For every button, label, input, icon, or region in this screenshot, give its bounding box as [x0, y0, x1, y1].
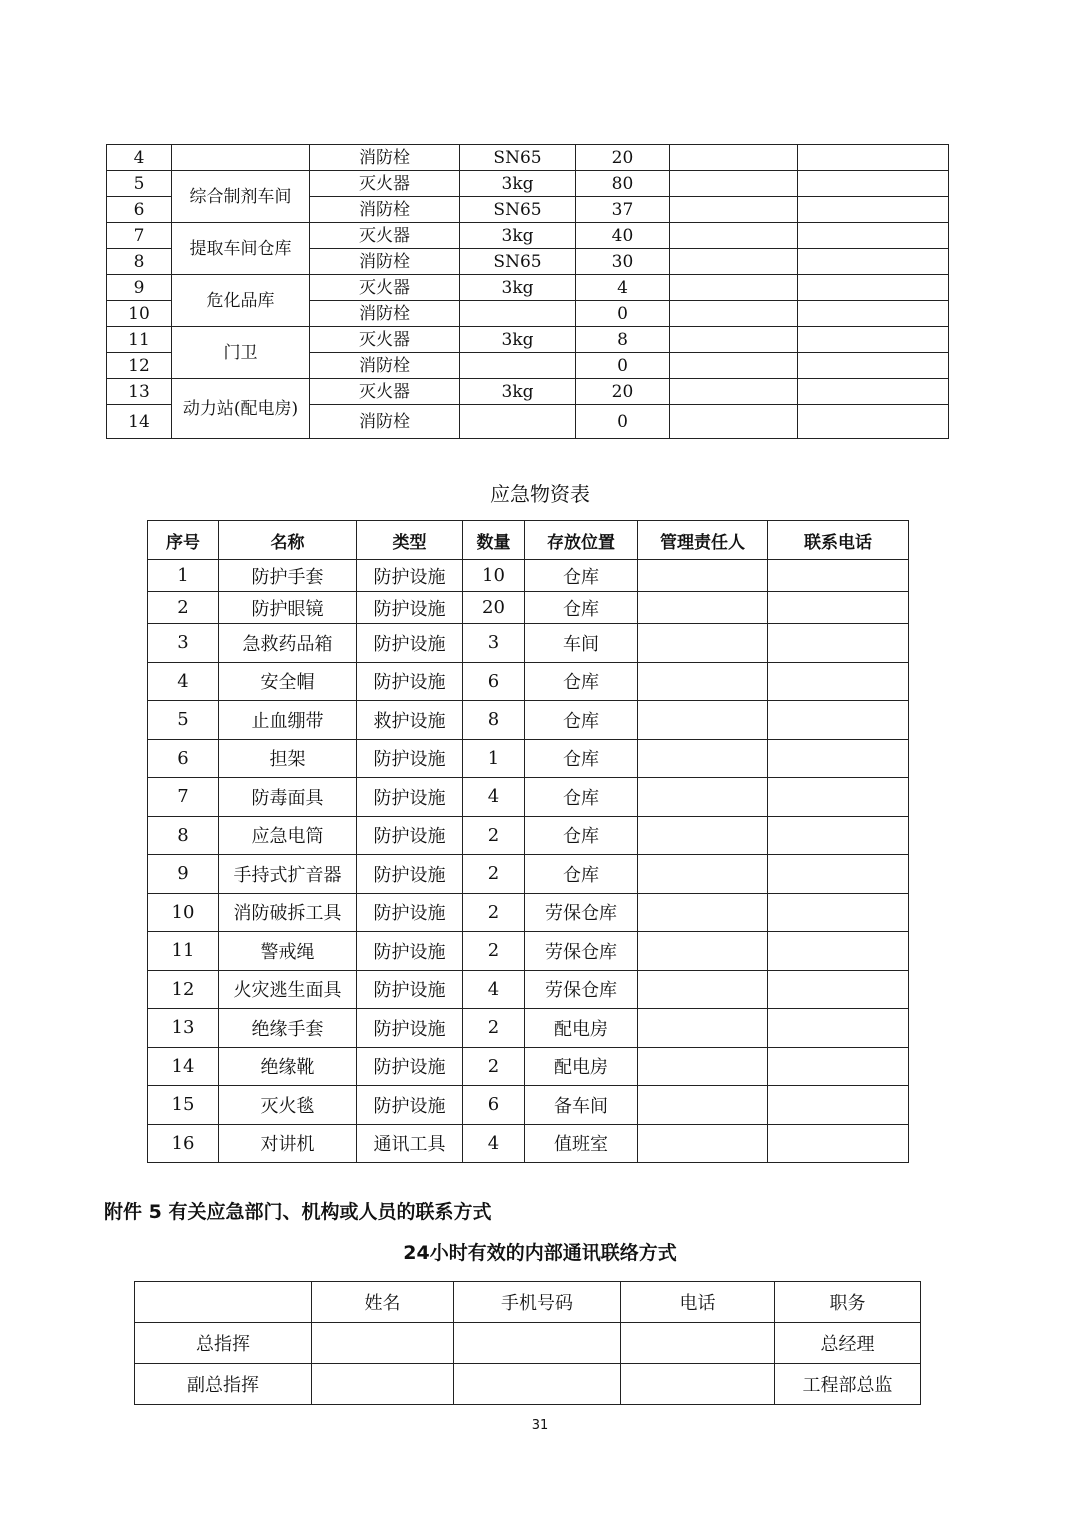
storage-location: 劳保仓库: [525, 932, 638, 971]
manager: [638, 701, 768, 740]
item-name: 火灾逃生面具: [219, 970, 357, 1009]
row-number: 3: [148, 624, 219, 663]
storage-location: 仓库: [525, 592, 638, 624]
row-number: 13: [107, 379, 172, 405]
row-number: 11: [107, 327, 172, 353]
storage-location: 配电房: [525, 1009, 638, 1048]
row-number: 6: [148, 739, 219, 778]
item-cell: 消防栓: [310, 353, 460, 379]
item-name: 灭火毯: [219, 1086, 357, 1125]
empty-cell: [798, 379, 949, 405]
manager: [638, 1124, 768, 1163]
supplies-row: [148, 624, 909, 663]
quantity-cell: 37: [576, 197, 670, 223]
phone: [621, 1364, 775, 1405]
row-number: 8: [148, 816, 219, 855]
spec-cell: SN65: [460, 249, 576, 275]
quantity: 4: [463, 970, 525, 1009]
manager: [638, 739, 768, 778]
item-type: 防护设施: [357, 560, 463, 592]
item-name: 止血绷带: [219, 701, 357, 740]
storage-location: 值班室: [525, 1124, 638, 1163]
contact-phone: [768, 893, 909, 932]
row-number: 2: [148, 592, 219, 624]
spec-cell: 3kg: [460, 379, 576, 405]
empty-cell: [670, 405, 798, 439]
empty-cell: [798, 353, 949, 379]
manager: [638, 1009, 768, 1048]
position: 总经理: [775, 1323, 921, 1364]
empty-cell: [670, 145, 798, 171]
item-type: 救护设施: [357, 701, 463, 740]
item-type: 通讯工具: [357, 1124, 463, 1163]
contact-table: [134, 1281, 921, 1405]
contact-row: [135, 1323, 921, 1364]
row-number: 1: [148, 560, 219, 592]
spec-cell: SN65: [460, 145, 576, 171]
equipment-row: [107, 223, 949, 249]
quantity-cell: 0: [576, 353, 670, 379]
empty-cell: [798, 301, 949, 327]
mobile: [454, 1364, 621, 1405]
row-number: 7: [148, 778, 219, 817]
empty-cell: [670, 249, 798, 275]
storage-location: 仓库: [525, 701, 638, 740]
empty-cell: [670, 379, 798, 405]
row-number: 16: [148, 1124, 219, 1163]
item-name: 应急电筒: [219, 816, 357, 855]
contact-phone: [768, 932, 909, 971]
storage-location: 仓库: [525, 855, 638, 894]
supplies-row: [148, 1009, 909, 1048]
empty-cell: [798, 405, 949, 439]
quantity: 4: [463, 778, 525, 817]
item-type: 防护设施: [357, 816, 463, 855]
supplies-row: [148, 970, 909, 1009]
item-cell: 消防栓: [310, 145, 460, 171]
column-header: 手机号码: [454, 1282, 621, 1323]
quantity-cell: 8: [576, 327, 670, 353]
location-cell: [172, 145, 310, 171]
mobile: [454, 1323, 621, 1364]
row-number: 10: [107, 301, 172, 327]
item-name: 担架: [219, 739, 357, 778]
contact-phone: [768, 560, 909, 592]
quantity: 2: [463, 893, 525, 932]
column-header: 管理责任人: [638, 521, 768, 560]
empty-cell: [670, 327, 798, 353]
spec-cell: 3kg: [460, 275, 576, 301]
row-number: 13: [148, 1009, 219, 1048]
supplies-row: [148, 855, 909, 894]
contact-phone: [768, 970, 909, 1009]
manager: [638, 778, 768, 817]
empty-cell: [798, 171, 949, 197]
row-number: 8: [107, 249, 172, 275]
row-number: 5: [148, 701, 219, 740]
location-cell: 提取车间仓库: [172, 223, 310, 275]
contact-table-title: 24小时有效的内部通讯联络方式: [403, 1242, 677, 1264]
storage-location: 备车间: [525, 1086, 638, 1125]
row-number: 7: [107, 223, 172, 249]
contact-phone: [768, 778, 909, 817]
item-type: 防护设施: [357, 1009, 463, 1048]
storage-location: 仓库: [525, 778, 638, 817]
empty-cell: [670, 171, 798, 197]
spec-cell: [460, 301, 576, 327]
name: [312, 1364, 454, 1405]
supplies-row: [148, 560, 909, 592]
equipment-row: [107, 171, 949, 197]
manager: [638, 893, 768, 932]
item-name: 警戒绳: [219, 932, 357, 971]
spec-cell: 3kg: [460, 223, 576, 249]
row-number: 6: [107, 197, 172, 223]
contact-body: [135, 1282, 921, 1405]
item-name: 对讲机: [219, 1124, 357, 1163]
equipment-row: [107, 275, 949, 301]
empty-cell: [798, 197, 949, 223]
row-number: 12: [148, 970, 219, 1009]
item-cell: 灭火器: [310, 275, 460, 301]
item-cell: 灭火器: [310, 171, 460, 197]
supplies-row: [148, 662, 909, 701]
manager: [638, 592, 768, 624]
contact-phone: [768, 701, 909, 740]
emergency-supplies-table: [147, 520, 909, 1163]
quantity: 2: [463, 1047, 525, 1086]
location-cell: 综合制剂车间: [172, 171, 310, 223]
supplies-row: [148, 1124, 909, 1163]
supplies-row: [148, 816, 909, 855]
contact-header-row: [135, 1282, 921, 1323]
contact-phone: [768, 1047, 909, 1086]
item-cell: 消防栓: [310, 405, 460, 439]
contact-phone: [768, 855, 909, 894]
column-header: 联系电话: [768, 521, 909, 560]
contact-phone: [768, 1124, 909, 1163]
manager: [638, 855, 768, 894]
storage-location: 仓库: [525, 560, 638, 592]
row-number: 4: [107, 145, 172, 171]
row-number: 9: [107, 275, 172, 301]
equipment-row: [107, 327, 949, 353]
column-header: 序号: [148, 521, 219, 560]
empty-cell: [670, 275, 798, 301]
contact-row: [135, 1364, 921, 1405]
role: 副总指挥: [135, 1364, 312, 1405]
item-type: 防护设施: [357, 662, 463, 701]
contact-phone: [768, 592, 909, 624]
manager: [638, 560, 768, 592]
item-type: 防护设施: [357, 778, 463, 817]
item-name: 消防破拆工具: [219, 893, 357, 932]
item-cell: 消防栓: [310, 197, 460, 223]
column-header: 电话: [621, 1282, 775, 1323]
column-header: 数量: [463, 521, 525, 560]
fire-equipment-body: [107, 145, 949, 439]
phone: [621, 1323, 775, 1364]
quantity: 4: [463, 1124, 525, 1163]
quantity-cell: 80: [576, 171, 670, 197]
row-number: 14: [148, 1047, 219, 1086]
row-number: 5: [107, 171, 172, 197]
column-header: 职务: [775, 1282, 921, 1323]
empty-cell: [798, 275, 949, 301]
supplies-row: [148, 932, 909, 971]
manager: [638, 1047, 768, 1086]
empty-cell: [670, 353, 798, 379]
quantity: 20: [463, 592, 525, 624]
position: 工程部总监: [775, 1364, 921, 1405]
storage-location: 车间: [525, 624, 638, 663]
row-number: 12: [107, 353, 172, 379]
supplies-row: [148, 739, 909, 778]
manager: [638, 816, 768, 855]
quantity: 2: [463, 1009, 525, 1048]
equipment-row: [107, 379, 949, 405]
item-type: 防护设施: [357, 1047, 463, 1086]
quantity-cell: 0: [576, 301, 670, 327]
item-cell: 消防栓: [310, 249, 460, 275]
item-type: 防护设施: [357, 970, 463, 1009]
storage-location: 劳保仓库: [525, 970, 638, 1009]
empty-cell: [798, 249, 949, 275]
contact-phone: [768, 739, 909, 778]
supplies-table-title: 应急物资表: [490, 482, 590, 506]
supplies-row: [148, 1047, 909, 1086]
item-name: 防毒面具: [219, 778, 357, 817]
quantity: 6: [463, 662, 525, 701]
quantity: 8: [463, 701, 525, 740]
item-type: 防护设施: [357, 932, 463, 971]
row-number: 11: [148, 932, 219, 971]
manager: [638, 1086, 768, 1125]
supplies-row: [148, 592, 909, 624]
location-cell: 动力站(配电房): [172, 379, 310, 439]
row-number: 15: [148, 1086, 219, 1125]
spec-cell: [460, 353, 576, 379]
manager: [638, 624, 768, 663]
supplies-row: [148, 1086, 909, 1125]
quantity-cell: 20: [576, 145, 670, 171]
role: 总指挥: [135, 1323, 312, 1364]
quantity: 2: [463, 855, 525, 894]
spec-cell: 3kg: [460, 327, 576, 353]
storage-location: 仓库: [525, 662, 638, 701]
empty-cell: [798, 145, 949, 171]
column-header: 姓名: [312, 1282, 454, 1323]
item-name: 安全帽: [219, 662, 357, 701]
quantity: 10: [463, 560, 525, 592]
empty-cell: [670, 197, 798, 223]
item-type: 防护设施: [357, 624, 463, 663]
item-name: 手持式扩音器: [219, 855, 357, 894]
manager: [638, 662, 768, 701]
quantity-cell: 4: [576, 275, 670, 301]
contact-phone: [768, 662, 909, 701]
quantity: 3: [463, 624, 525, 663]
item-name: 防护手套: [219, 560, 357, 592]
quantity-cell: 0: [576, 405, 670, 439]
empty-cell: [798, 327, 949, 353]
item-type: 防护设施: [357, 739, 463, 778]
item-name: 绝缘靴: [219, 1047, 357, 1086]
column-header: 类型: [357, 521, 463, 560]
item-name: 绝缘手套: [219, 1009, 357, 1048]
item-cell: 消防栓: [310, 301, 460, 327]
storage-location: 仓库: [525, 816, 638, 855]
column-header: 存放位置: [525, 521, 638, 560]
equipment-row: [107, 145, 949, 171]
empty-cell: [670, 223, 798, 249]
name: [312, 1323, 454, 1364]
row-number: 9: [148, 855, 219, 894]
item-type: 防护设施: [357, 855, 463, 894]
supplies-row: [148, 701, 909, 740]
item-name: 防护眼镜: [219, 592, 357, 624]
item-type: 防护设施: [357, 592, 463, 624]
item-cell: 灭火器: [310, 327, 460, 353]
item-type: 防护设施: [357, 893, 463, 932]
empty-cell: [670, 301, 798, 327]
supplies-row: [148, 893, 909, 932]
item-name: 急救药品箱: [219, 624, 357, 663]
location-cell: 门卫: [172, 327, 310, 379]
column-header: [135, 1282, 312, 1323]
item-cell: 灭火器: [310, 223, 460, 249]
spec-cell: 3kg: [460, 171, 576, 197]
quantity-cell: 40: [576, 223, 670, 249]
storage-location: 配电房: [525, 1047, 638, 1086]
row-number: 4: [148, 662, 219, 701]
quantity: 1: [463, 739, 525, 778]
supplies-header-row: [148, 521, 909, 560]
manager: [638, 932, 768, 971]
column-header: 名称: [219, 521, 357, 560]
contact-phone: [768, 1009, 909, 1048]
contact-phone: [768, 816, 909, 855]
quantity: 6: [463, 1086, 525, 1125]
spec-cell: SN65: [460, 197, 576, 223]
row-number: 14: [107, 405, 172, 439]
storage-location: 劳保仓库: [525, 893, 638, 932]
item-type: 防护设施: [357, 1086, 463, 1125]
quantity: 2: [463, 816, 525, 855]
empty-cell: [798, 223, 949, 249]
item-cell: 灭火器: [310, 379, 460, 405]
quantity-cell: 30: [576, 249, 670, 275]
spec-cell: [460, 405, 576, 439]
page-number: 31: [531, 1418, 549, 1433]
fire-equipment-table: [106, 144, 949, 439]
annex-heading: 附件 5 有关应急部门、机构或人员的联系方式: [104, 1201, 492, 1223]
storage-location: 仓库: [525, 739, 638, 778]
contact-phone: [768, 624, 909, 663]
supplies-body: [148, 560, 909, 1163]
supplies-row: [148, 778, 909, 817]
row-number: 10: [148, 893, 219, 932]
quantity: 2: [463, 932, 525, 971]
location-cell: 危化品库: [172, 275, 310, 327]
quantity-cell: 20: [576, 379, 670, 405]
manager: [638, 970, 768, 1009]
contact-phone: [768, 1086, 909, 1125]
